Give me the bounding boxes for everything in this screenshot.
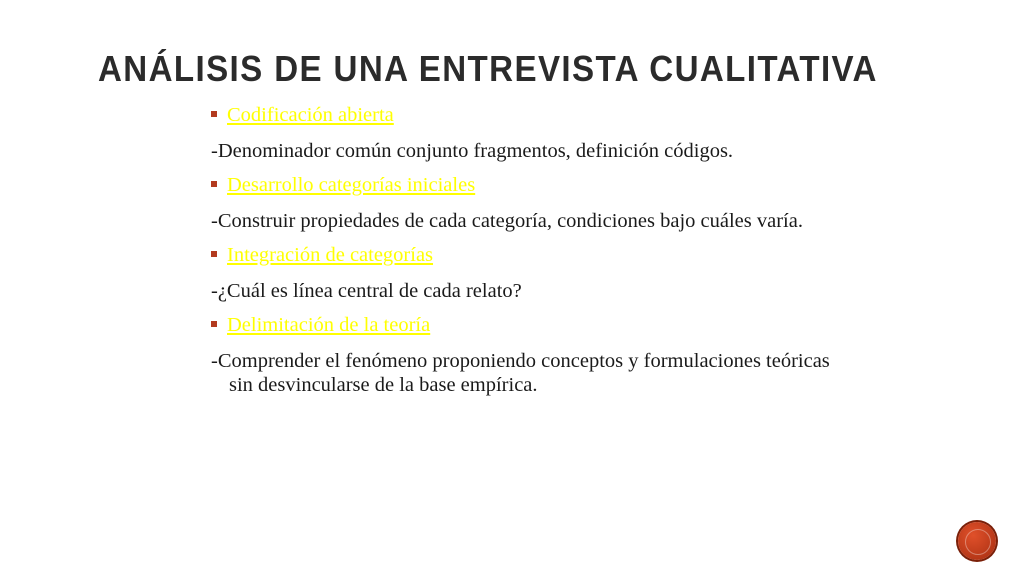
link-delimitacion-teoria[interactable]: Delimitación de la teoría xyxy=(227,314,431,336)
link-desarrollo-categorias[interactable]: Desarrollo categorías iniciales xyxy=(227,174,476,196)
square-bullet-icon xyxy=(211,251,217,257)
description-desarrollo: -Construir propiedades de cada categoría, condiciones bajo cuáles varía. xyxy=(211,210,803,232)
link-integracion-categorias[interactable]: Integración de categorías xyxy=(227,244,434,266)
slide-content xyxy=(211,104,851,408)
bullet-item-codificacion xyxy=(211,104,851,128)
bullet-item-delimitacion xyxy=(211,314,851,338)
square-bullet-icon xyxy=(211,111,217,117)
logo-ring xyxy=(965,529,991,555)
top-border xyxy=(0,0,1024,14)
bullet-item-desarrollo xyxy=(211,174,851,198)
square-bullet-icon xyxy=(211,181,217,187)
square-bullet-icon xyxy=(211,321,217,327)
description-delimitacion: -Comprender el fenómeno proponiendo conceptos y formulaciones teóricas sin desvincularse de la base empírica. xyxy=(211,350,830,396)
description-codificacion: -Denominador común conjunto fragmentos, definición códigos. xyxy=(211,140,734,162)
slide-title: ANÁLISIS DE UNA ENTREVISTA CUALITATIVA xyxy=(98,48,878,89)
link-codificacion-abierta[interactable]: Codificación abierta xyxy=(227,104,394,126)
description-integracion: -¿Cuál es línea central de cada relato? xyxy=(211,280,522,302)
slide-logo-icon xyxy=(958,522,996,560)
bullet-item-integracion xyxy=(211,244,851,268)
